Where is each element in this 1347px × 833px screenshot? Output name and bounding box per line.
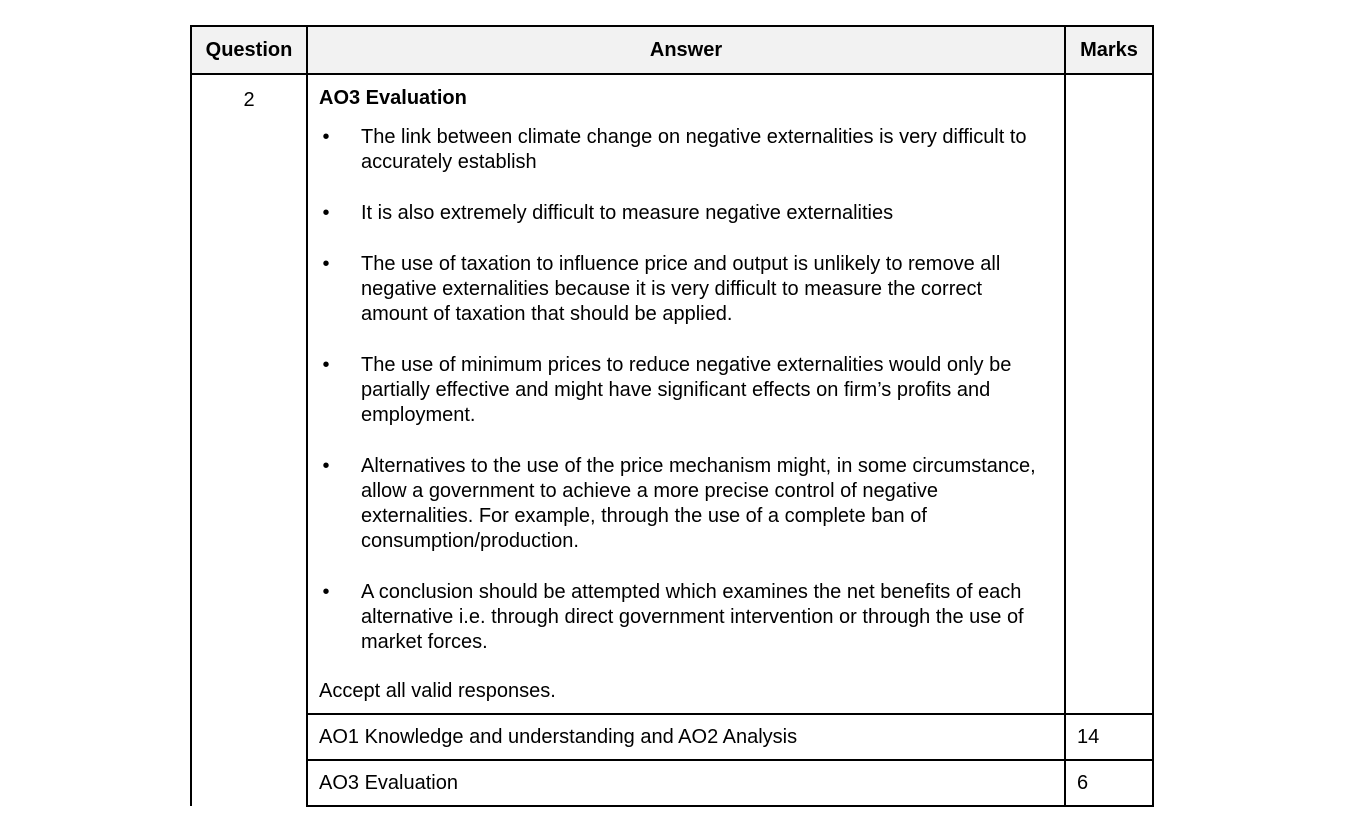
header-question: Question <box>191 26 307 74</box>
list-item <box>319 454 1054 554</box>
bullet-icon: • <box>322 354 330 376</box>
point-text: The link between climate change on negative externalities is very difficult to accurately establish <box>361 126 1027 173</box>
point-text: It is also extremely difficult to measure negative externalities <box>361 202 894 224</box>
table-row <box>191 714 1153 760</box>
mark-row-value: 6 <box>1065 760 1153 806</box>
list-item <box>319 125 1054 175</box>
mark-row-label: AO3 Evaluation <box>307 760 1065 806</box>
bullet-icon: • <box>322 253 330 275</box>
list-item <box>319 580 1054 655</box>
marks-cell-empty <box>1065 74 1153 714</box>
list-item <box>319 201 1054 226</box>
list-item <box>319 252 1054 327</box>
bullet-icon: • <box>322 202 330 224</box>
answer-row <box>191 74 1153 714</box>
answer-cell <box>307 74 1065 714</box>
header-answer: Answer <box>307 26 1065 74</box>
mark-row-label: AO1 Knowledge and understanding and AO2 Analysis <box>307 714 1065 760</box>
bullet-icon: • <box>322 581 330 603</box>
question-number: 2 <box>191 74 307 806</box>
header-row <box>191 26 1153 74</box>
list-item <box>319 353 1054 428</box>
point-text: The use of minimum prices to reduce negative externalities would only be partially effective and might have significant effects on firm’s profits and employment. <box>361 354 1012 426</box>
mark-scheme-table <box>190 25 1154 807</box>
table-row <box>191 760 1153 806</box>
point-text: Alternatives to the use of the price mechanism might, in some circumstance, allow a government to achieve a more precise control of negative externalities. For example, through the use of a complete ban of consumption/production. <box>361 455 1036 552</box>
point-text: A conclusion should be attempted which examines the net benefits of each alternative i.e. through direct government intervention or through the use of market forces. <box>361 581 1024 653</box>
bullet-icon: • <box>322 126 330 148</box>
mark-row-value: 14 <box>1065 714 1153 760</box>
point-text: The use of taxation to influence price and output is unlikely to remove all negative externalities because it is very difficult to measure the correct amount of taxation that should be applied. <box>361 253 1001 325</box>
accept-note: Accept all valid responses. <box>319 680 556 702</box>
header-marks: Marks <box>1065 26 1153 74</box>
evaluation-points <box>319 125 1054 655</box>
section-title: AO3 Evaluation <box>319 87 467 109</box>
bullet-icon: • <box>322 455 330 477</box>
